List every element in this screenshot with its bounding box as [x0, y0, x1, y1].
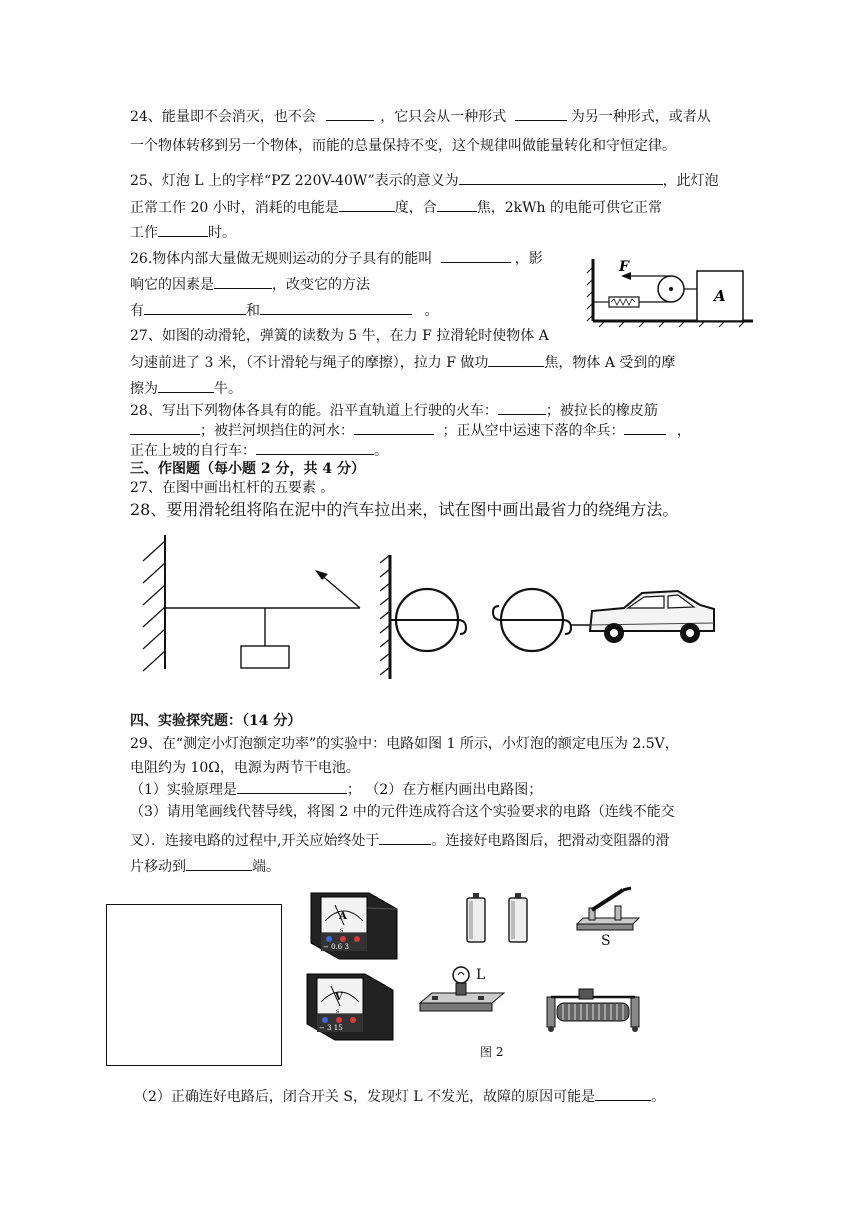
- q28-text-b: ；被拉长的橡皮筋: [545, 403, 658, 419]
- q29-blank-3[interactable]: [186, 856, 252, 871]
- q26-text-e: 有: [130, 303, 144, 319]
- pulley-car-figure: [378, 553, 718, 683]
- lever-figure: [135, 533, 375, 683]
- q29-part3-line3: [130, 856, 280, 877]
- switch-label: S: [601, 933, 611, 949]
- q26-line1: [130, 248, 543, 269]
- q26-text-g: 。: [424, 303, 439, 319]
- q26-blank-2[interactable]: [214, 274, 272, 289]
- ammeter-label: A: [339, 911, 347, 922]
- q25-blank-1[interactable]: [459, 170, 663, 185]
- q29-part3-text-a: 叉）．连接电路的过程中,开关应始终处于: [130, 833, 380, 849]
- q28-blank-5[interactable]: [256, 440, 374, 455]
- q28-blank-3[interactable]: [354, 420, 434, 435]
- section4-title: 四、实验探究题：（14 分）: [130, 713, 302, 729]
- label-a: A: [714, 287, 726, 305]
- figure2-caption: 图 2: [480, 1045, 504, 1059]
- q29-part3-text-d: 端。: [252, 859, 280, 875]
- batteries: [463, 893, 535, 945]
- q29-blank-4[interactable]: [595, 1086, 651, 1101]
- q26-text-d: ，改变它的方法: [272, 277, 370, 293]
- q26-blank-4[interactable]: [260, 300, 412, 315]
- q25-text-d: 度，合: [394, 200, 437, 216]
- q29-part1-text-b: ； （2）在方框内画出电路图；: [346, 782, 543, 798]
- q26-text-a: 26.物体内部大量做无规则运动的分子具有的能叫: [130, 251, 433, 267]
- q24-line2: 一个物体转移到另一个物体，而能的总量保持不变，这个规律叫做能量转化和守恒定律。: [130, 138, 676, 154]
- q28-line2: [130, 420, 691, 441]
- switch-s: [573, 884, 643, 949]
- q26-text-c: 响它的因素是: [130, 277, 214, 293]
- q27-blank-2[interactable]: [158, 378, 214, 393]
- q26-text-b: ，影: [514, 251, 543, 267]
- q28-text-a: 28、写出下列物体各具有的能。沿平直轨道上行驶的火车：: [130, 403, 498, 419]
- q25-text-f: 工作: [130, 225, 158, 241]
- q25-text-e: 焦，2kWh 的电能可供它正常: [476, 200, 662, 216]
- q27-line3: [130, 378, 242, 399]
- q27-text-b: 焦，物体 A 受到的摩: [544, 355, 676, 371]
- section3-q28: 28、要用滑轮组将陷在泥中的汽车拉出来，试在图中画出最省力的绕绳方法。: [130, 500, 679, 519]
- section3-title: 三、作图题（每小题 2 分，共 4 分）: [130, 461, 365, 477]
- q28-line3: [130, 440, 388, 461]
- lamp-l: [418, 963, 510, 1021]
- q29-part3-line1: （3）请用笔画线代替导线，将图 2 中的元件连成符合这个实验要求的电路（连线不能交: [130, 804, 675, 820]
- q27-text-a: 匀速前进了 3 米，（不计滑轮与绳子的摩擦），拉力 F 做功: [130, 355, 489, 371]
- ammeter: [305, 887, 405, 965]
- q26-line3: [130, 300, 438, 321]
- q29-part1-text-a: （1）实验原理是: [130, 782, 237, 798]
- q24-text-b: ，它只会从一种形式: [380, 109, 507, 125]
- q28-text-e: ，: [676, 423, 691, 439]
- q28-blank-2[interactable]: [130, 420, 200, 435]
- lamp-label: L: [476, 967, 486, 983]
- voltmeter-s-label: S: [336, 1009, 340, 1015]
- q25-blank-4[interactable]: [158, 222, 208, 237]
- q27-line2: [130, 352, 675, 373]
- ammeter-terminals: − 0.6 3: [323, 943, 349, 951]
- q26-blank-3[interactable]: [144, 300, 246, 315]
- q24-line1: [130, 106, 711, 127]
- q28-line1: [130, 400, 658, 421]
- q29-part1: [130, 779, 542, 800]
- rheostat: [543, 985, 645, 1035]
- q24-blank-2[interactable]: [515, 106, 567, 121]
- q29-part3-text-c: 片移动到: [130, 859, 186, 875]
- q29-blank-2[interactable]: [379, 830, 431, 845]
- q24-text-a: 24、能量即不会消灭，也不会: [130, 109, 316, 125]
- q27-line1: 27、如图的动滑轮，弹簧的读数为 5 牛，在力 F 拉滑轮时使物体 A: [130, 328, 549, 344]
- q29-part2-text-a: （2）正确连好电路后，闭合开关 S，发现灯 L 不发光，故障的原因可能是: [134, 1089, 596, 1105]
- q29-blank-1[interactable]: [237, 779, 347, 794]
- q26-text-f: 和: [246, 303, 260, 319]
- q27-text-d: 牛。: [214, 381, 242, 397]
- q28-text-g: 。: [374, 443, 388, 459]
- ammeter-s-label: S: [340, 928, 344, 934]
- q28-text-d: ；正从空中运速下落的伞兵：: [442, 423, 625, 439]
- q25-text-g: 时。: [208, 225, 236, 241]
- q25-text-a: 25、灯泡 L 上的字样“PZ 220V-40W”表示的意义为: [130, 173, 459, 189]
- label-f: F: [619, 259, 629, 275]
- voltmeter-terminals: − 3 15: [319, 1024, 343, 1032]
- q24-text-c: 为另一种形式，或者从: [570, 109, 711, 125]
- voltmeter: [301, 968, 401, 1046]
- q25-blank-3[interactable]: [437, 197, 477, 212]
- q29-line1: 29、在“测定小灯泡额定功率”的实验中：电路如图 1 所示，小灯泡的额定电压为 2.5V，: [130, 736, 679, 752]
- q25-blank-2[interactable]: [339, 197, 395, 212]
- q25-line3: [130, 222, 236, 243]
- q25-line1: [130, 170, 719, 191]
- pulley-figure: [585, 255, 755, 330]
- circuit-drawing-box[interactable]: [106, 904, 282, 1066]
- q25-text-c: 正常工作 20 小时，消耗的电能是: [130, 200, 339, 216]
- q29-part2-text-b: 。: [651, 1089, 666, 1105]
- q29-part3-text-b: 。连接好电路图后，把滑动变阻器的滑: [431, 833, 670, 849]
- q28-blank-1[interactable]: [498, 400, 546, 415]
- q28-blank-4[interactable]: [624, 420, 666, 435]
- q26-blank-1[interactable]: [441, 248, 511, 263]
- voltmeter-label: V: [335, 992, 343, 1003]
- q25-line2: [130, 197, 662, 218]
- q27-text-c: 擦为: [130, 381, 158, 397]
- q29-part2: [134, 1086, 665, 1107]
- q29-line2: 电阻约为 10Ω，电源为两节干电池。: [130, 760, 360, 776]
- q27-blank-1[interactable]: [488, 352, 544, 367]
- q28-text-c: ；被拦河坝挡住的河水：: [200, 423, 354, 439]
- q24-blank-1[interactable]: [326, 106, 374, 121]
- q25-text-b: ，此灯泡: [662, 173, 719, 189]
- q26-line2: [130, 274, 370, 295]
- section3-q27: 27、在图中画出杠杆的五要素 。: [130, 480, 335, 496]
- q29-part3-line2: [130, 830, 669, 851]
- q28-text-f: 正在上坡的自行车：: [130, 443, 256, 459]
